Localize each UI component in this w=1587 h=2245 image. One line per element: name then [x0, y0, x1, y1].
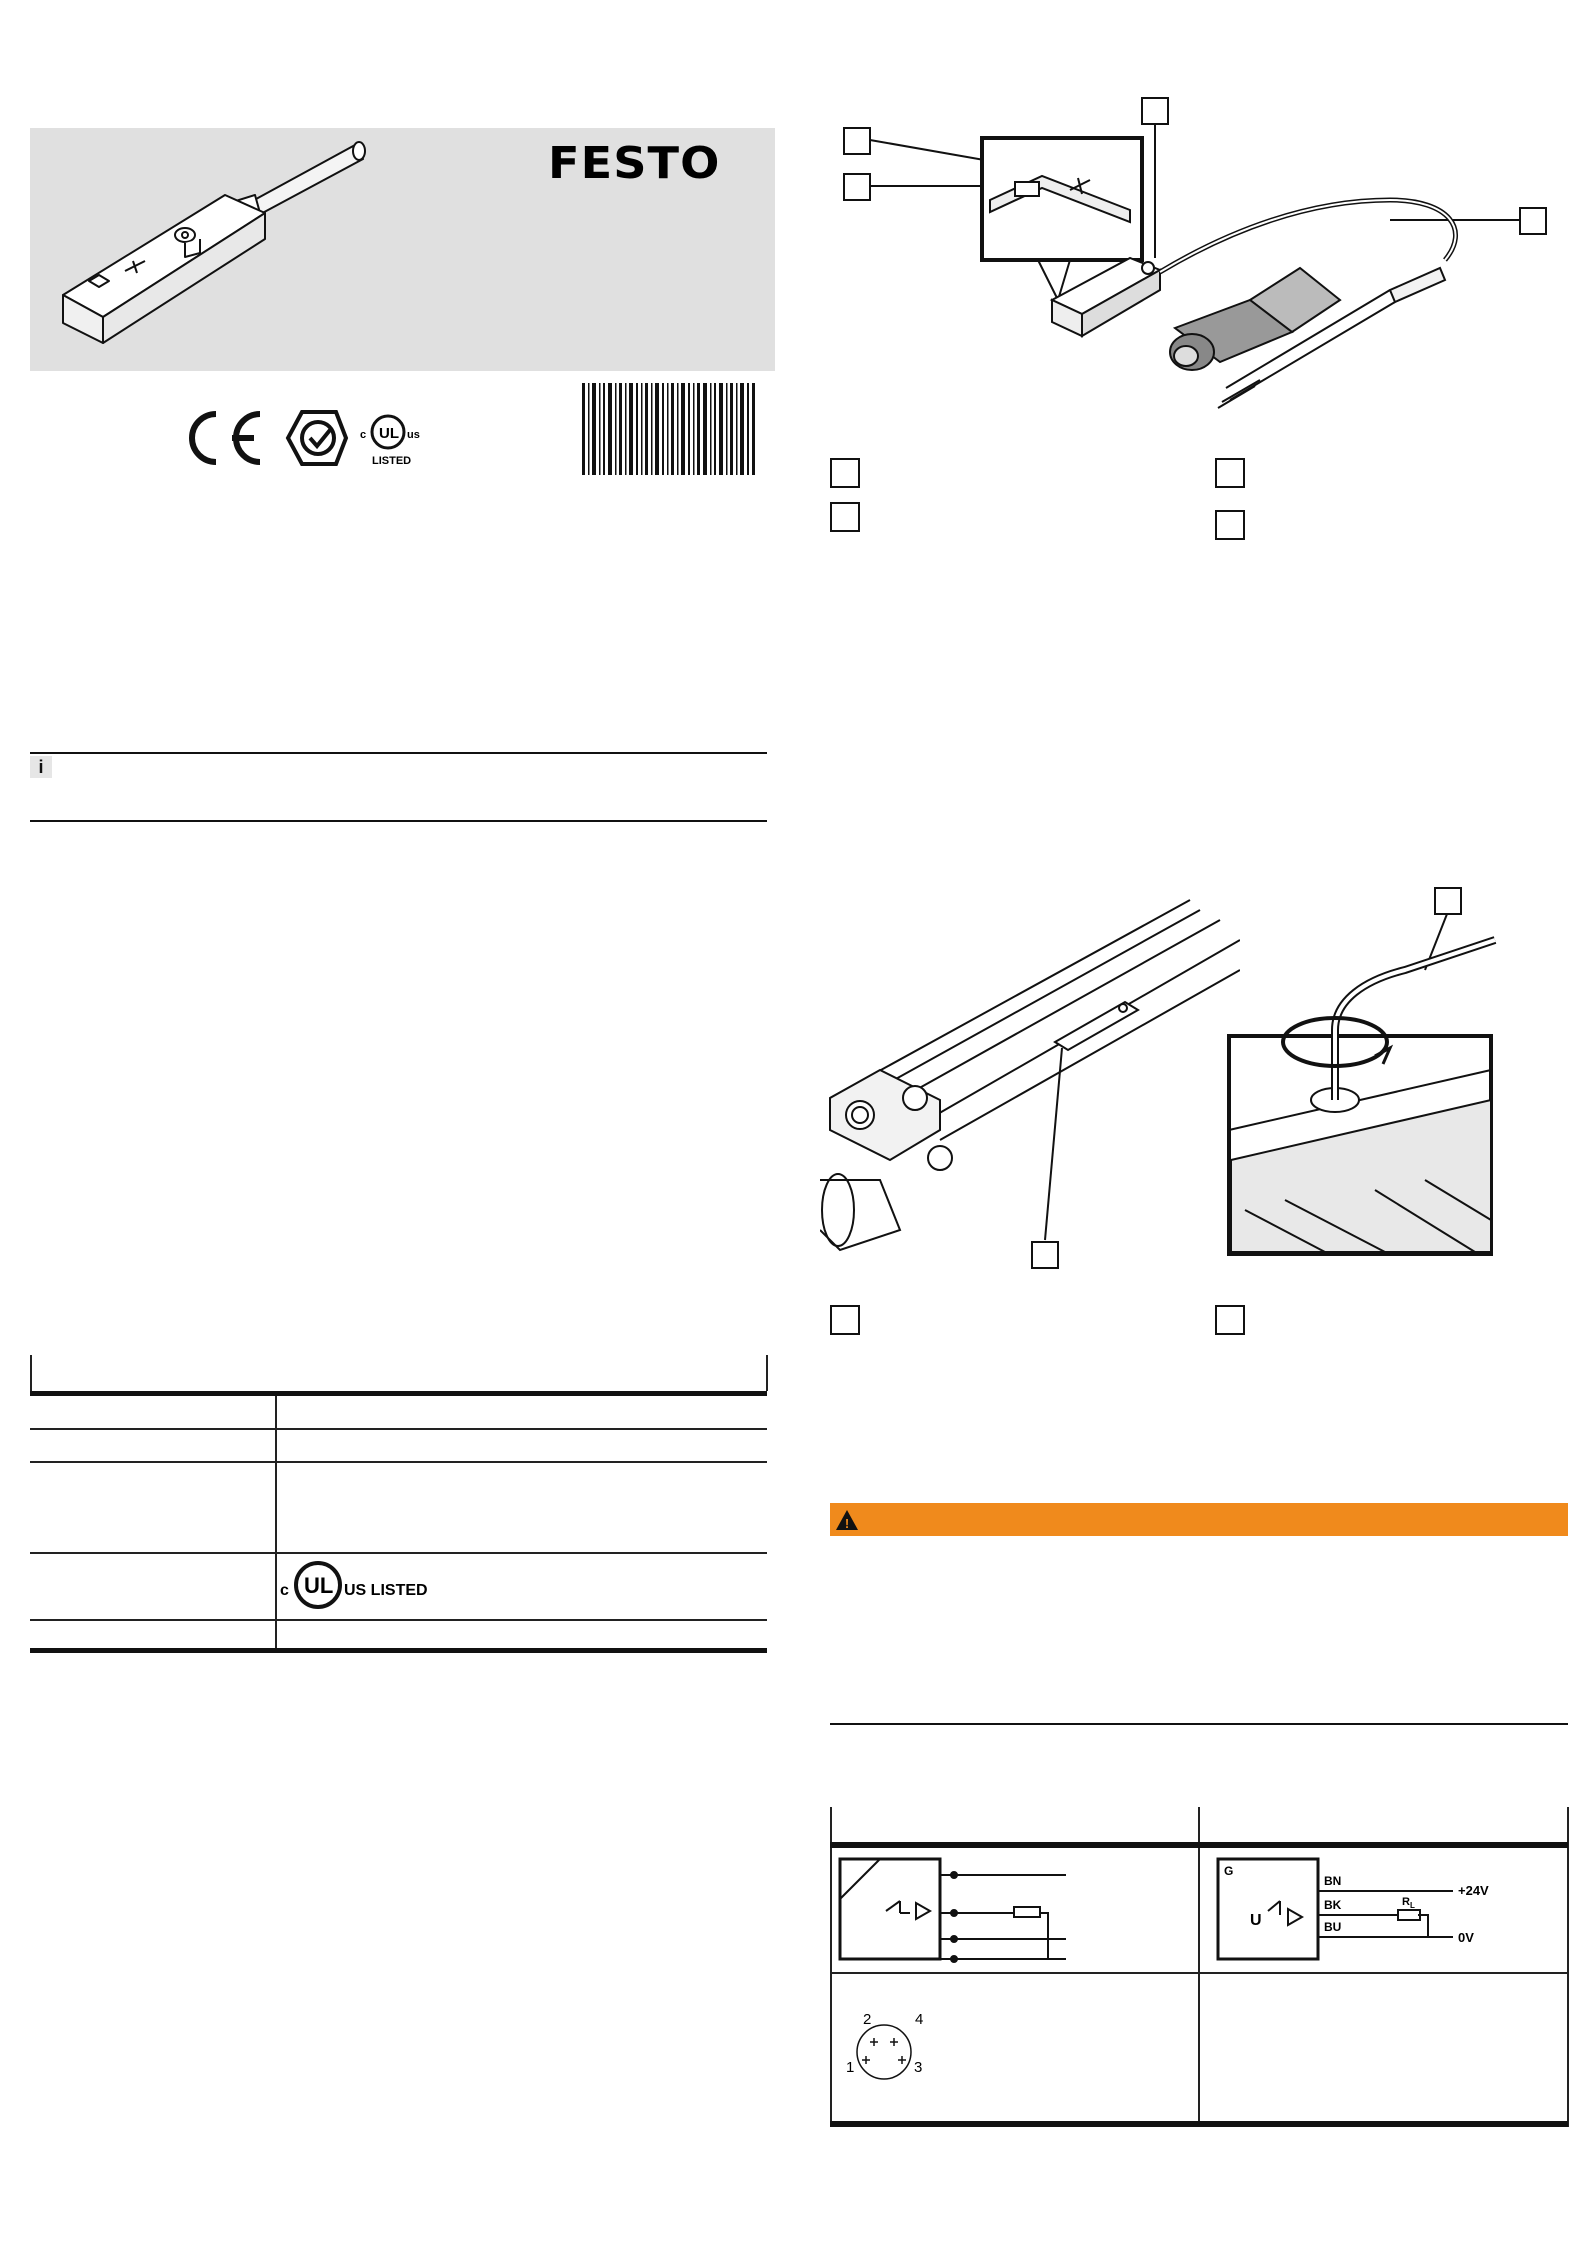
wiring-table-bottom-rule	[830, 2121, 1568, 2127]
spec-table-bottom-rule	[30, 1648, 767, 1653]
load-label-subscript: L	[1409, 1901, 1415, 1910]
ul-listed-text: LISTED	[372, 455, 412, 467]
callout-box	[1520, 208, 1546, 234]
spec-table	[30, 1396, 767, 1652]
legend-number-box	[830, 1305, 860, 1335]
spec-table-right-edge	[766, 1355, 768, 1391]
ul-c-text: c	[360, 429, 367, 441]
info-icon: i	[30, 756, 52, 778]
spec-table-row	[30, 1428, 767, 1430]
wiring-table-right-edge	[1567, 1807, 1569, 2127]
pin-label-3: 3	[914, 2059, 923, 2076]
wiring-table-row	[830, 1972, 1568, 1974]
spec-table-row	[30, 1619, 767, 1621]
callout-box	[1142, 98, 1168, 124]
legend-number-box	[1215, 510, 1245, 540]
legend-number-box	[1215, 458, 1245, 488]
pin-label-4: 4	[915, 2011, 924, 2028]
load-label	[1402, 1896, 1415, 1910]
sensor-overview-figure	[830, 90, 1570, 430]
circuit-diagram	[1208, 1855, 1498, 1965]
module-label: G	[1224, 1864, 1234, 1878]
callout-box	[844, 174, 870, 200]
legend-number-box	[1215, 1305, 1245, 1335]
info-note-bottom-rule	[30, 820, 767, 822]
callout-box	[844, 128, 870, 154]
spec-table-row	[30, 1552, 767, 1554]
wire-label-bn: BN	[1324, 1874, 1342, 1888]
section-rule	[830, 1723, 1568, 1725]
wiring-table	[830, 1807, 1568, 2127]
spec-table-column-divider	[275, 1396, 277, 1652]
ul-logo-listed-text: US LISTED	[344, 1582, 428, 1599]
pin-label-1: 1	[846, 2059, 855, 2076]
ul-listed-mark-icon	[360, 416, 420, 467]
ul-mark-text: UL	[379, 425, 399, 442]
cylinder-mounting-figure	[820, 880, 1240, 1270]
info-note-top-rule	[30, 752, 767, 754]
wiring-table-left-edge	[830, 1807, 832, 2127]
sensor-product-illustration	[55, 135, 385, 355]
supply-positive-label: +24V	[1458, 1883, 1489, 1898]
ul-us-text: us	[407, 429, 420, 441]
warning-symbol-text: !	[844, 1516, 850, 1531]
wire-label-bu: BU	[1324, 1920, 1342, 1934]
callout-box	[1032, 1242, 1058, 1268]
legend-number-box	[830, 458, 860, 488]
sensor-symbol-label: U	[1250, 1912, 1262, 1929]
tightening-detail-figure	[1225, 880, 1570, 1270]
load-label-letter: R	[1402, 1896, 1410, 1908]
pin-label-2: 2	[863, 2011, 872, 2028]
ce-mark-icon	[192, 414, 260, 462]
wiring-table-header-rule	[830, 1842, 1568, 1848]
festo-logo: FESTO	[548, 138, 721, 189]
spec-table-row	[30, 1461, 767, 1463]
wiring-table-column-divider	[1198, 1807, 1200, 2127]
ul-logo-c-text: c	[280, 1582, 289, 1599]
supply-zero-label: 0V	[1458, 1930, 1474, 1945]
legend-number-box	[830, 502, 860, 532]
certification-marks	[180, 408, 430, 470]
connector-pinout-diagram	[840, 2002, 950, 2102]
ul-logo-mark-text: UL	[304, 1573, 334, 1598]
barcode-image	[580, 383, 760, 475]
rcm-mark-icon	[288, 412, 346, 464]
sensor-symbol-diagram	[836, 1855, 1066, 1965]
warning-bar	[830, 1503, 1568, 1536]
spec-table-left-edge	[30, 1355, 32, 1391]
callout-box	[1435, 888, 1461, 914]
warning-triangle-icon	[834, 1508, 860, 1532]
ul-listed-logo	[278, 1561, 448, 1613]
wire-label-bk: BK	[1324, 1898, 1342, 1912]
